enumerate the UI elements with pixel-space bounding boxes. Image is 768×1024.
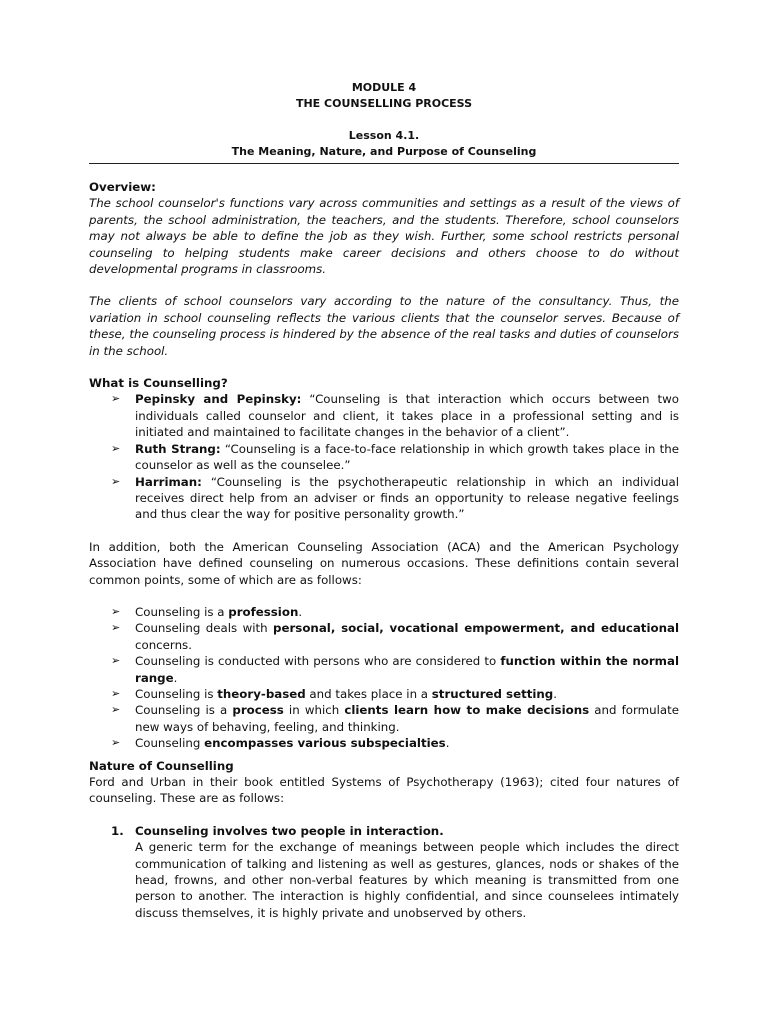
arrow-bullet-icon: ➢ bbox=[111, 654, 121, 668]
item-text: A generic term for the exchange of meanings between people which includes the direct communication of talking and listening as well as gestures, glances, nods or shakes of the head, frowns, and other non-verbal features by which meaning is transmitted from one person to another. The interaction is highly confidential, and since counselees intimately discuss themselves, it is highly private and unobserved by others. bbox=[135, 840, 679, 920]
nature-intro: Ford and Urban in their book entitled Systems of Psychotherapy (1963); cited four natures of counseling. These are as follows: bbox=[89, 775, 679, 806]
arrow-bullet-icon: ➢ bbox=[111, 441, 121, 455]
item-title: Counseling involves two people in interaction. bbox=[135, 823, 444, 838]
addition-paragraph: In addition, both the American Counseling Association (ACA) and the American Psychology Association have defined counseling on numerous occasions. These definitions contain several common points, some of which are as follows: bbox=[89, 539, 679, 587]
overview-heading: Overview: bbox=[89, 180, 156, 194]
list-item bbox=[111, 823, 679, 921]
list-item: ➢ Counseling is conducted with persons who are considered to function within the normal range. bbox=[111, 654, 679, 685]
module-title: THE COUNSELLING PROCESS bbox=[295, 97, 473, 110]
document-page bbox=[89, 0, 679, 921]
list-item: ➢ Counseling encompasses various subspecialties. bbox=[111, 736, 450, 751]
list-item: ➢ Harriman: “Counseling is the psychotherapeutic relationship in which an individual receives direct help from an adviser or finds an opportunity to release negative feelings and thus clear the way for positive personality growth.” bbox=[111, 474, 679, 522]
list-item: ➢ Counseling is a process in which clients learn how to make decisions and formulate new ways of behaving, feeling, and thinking. bbox=[111, 703, 679, 734]
arrow-bullet-icon: ➢ bbox=[111, 703, 121, 717]
overview-paragraph-2: The clients of school counselors vary according to the nature of the consultancy. Thus, the variation in school counseling reflects the various clients that the counselor serves. Because of these, the counseling process is hindered by the absence of the real tasks and duties of counselors in the school. bbox=[89, 294, 679, 358]
list-item: ➢ Counseling is a profession. bbox=[111, 604, 303, 619]
list-item: ➢ Pepinsky and Pepinsky: “Counseling is that interaction which occurs between two individuals called counselor and client, it takes place in a professional setting and is initiated and maintained to facilitate changes in the behavior of a client”. bbox=[111, 392, 679, 440]
definitions-list bbox=[89, 391, 679, 522]
nature-heading: Nature of Counselling bbox=[89, 758, 234, 773]
nature-list bbox=[89, 823, 679, 921]
arrow-bullet-icon: ➢ bbox=[111, 686, 121, 700]
arrow-bullet-icon: ➢ bbox=[111, 736, 121, 750]
overview-paragraph-1: The school counselor's functions vary across communities and settings as a result of the views of parents, the school administration, the teachers, and the students. Therefore, school counselors may not always be able to define the job as they wish. Further, some school restricts personal counseling to helping students make career decisions and others choose to do without developmental programs in classrooms. bbox=[89, 196, 679, 277]
what-is-heading: What is Counselling? bbox=[89, 376, 228, 391]
list-item: ➢ Counseling deals with personal, social, vocational empowerment, and educational concerns. bbox=[111, 621, 679, 652]
common-points-list bbox=[89, 604, 679, 752]
list-item: ➢ Ruth Strang: “Counseling is a face-to-face relationship in which growth takes place in the counselor as well as the counselee.” bbox=[111, 441, 679, 473]
arrow-bullet-icon: ➢ bbox=[111, 604, 121, 618]
item-number: 1. bbox=[111, 823, 124, 838]
arrow-bullet-icon: ➢ bbox=[111, 474, 121, 488]
arrow-bullet-icon: ➢ bbox=[111, 621, 121, 635]
lesson-number: Lesson 4.1. bbox=[348, 129, 420, 142]
list-item: ➢ Counseling is theory-based and takes place in a structured setting. bbox=[111, 686, 557, 701]
arrow-bullet-icon: ➢ bbox=[111, 392, 121, 406]
lesson-title: The Meaning, Nature, and Purpose of Counseling bbox=[231, 145, 537, 158]
module-number: MODULE 4 bbox=[351, 81, 417, 94]
